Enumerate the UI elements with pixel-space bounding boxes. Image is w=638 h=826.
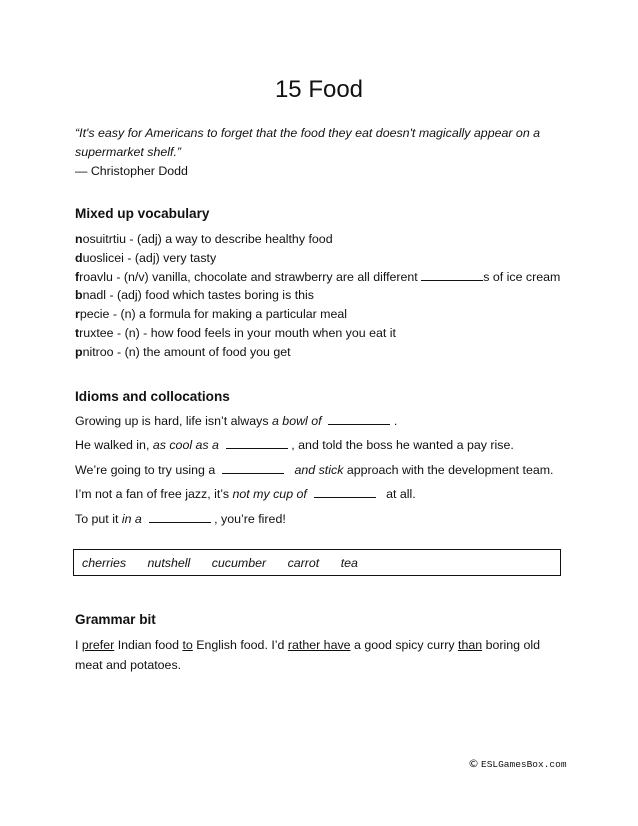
answer-blank[interactable] xyxy=(149,510,211,523)
footer-site: ESLGamesBox.com xyxy=(481,759,567,770)
idiom-phrase: in a xyxy=(121,511,142,526)
word-bank-item: tea xyxy=(340,556,358,570)
idiom-text-end: approach with the development team. xyxy=(343,462,554,477)
vocab-item xyxy=(75,230,575,249)
idioms-heading: Idioms and collocations xyxy=(75,389,230,404)
vocab-definition: roavlu - (n/v) vanilla, chocolate and strawberry are all different xyxy=(79,269,422,284)
word-bank-item: nutshell xyxy=(147,556,191,570)
vocab-heading: Mixed up vocabulary xyxy=(75,206,210,221)
vocab-item xyxy=(75,324,575,343)
grammar-keyword: prefer xyxy=(81,638,115,652)
idioms-list xyxy=(75,412,595,534)
vocab-definition-end: s of ice cream xyxy=(483,269,561,284)
idiom-phrase: not my cup of xyxy=(232,487,307,502)
idiom-text: To put it xyxy=(75,511,122,526)
word-bank-item: cherries xyxy=(82,556,127,570)
grammar-fragment: a good spicy curry xyxy=(350,638,458,652)
grammar-fragment: I xyxy=(75,638,82,652)
vocab-definition: nitroo - (n) the amount of food you get xyxy=(82,344,291,359)
answer-blank[interactable] xyxy=(421,268,483,281)
grammar-keyword: rather have xyxy=(287,638,351,652)
idiom-text: Growing up is hard, life isn’t always xyxy=(75,414,272,428)
quote-text: “It's easy for Americans to forget that the food they eat doesn't magically appear on a supermarket shelf.” xyxy=(75,126,541,159)
vocab-first-letter: p xyxy=(75,344,83,359)
answer-blank[interactable] xyxy=(222,461,284,474)
idiom-text-end: . xyxy=(390,414,398,428)
quote-author: — Christopher Dodd xyxy=(75,164,188,178)
vocab-list xyxy=(75,230,575,362)
idiom-phrase: as cool as a xyxy=(152,438,219,453)
word-bank-item: carrot xyxy=(287,556,320,570)
idiom-phrase: and stick xyxy=(294,462,344,477)
vocab-definition: nadl - (adj) food which tastes boring is this xyxy=(82,288,314,303)
vocab-first-letter: d xyxy=(75,250,83,265)
vocab-first-letter: f xyxy=(75,269,80,284)
vocab-definition: pecie - (n) a formula for making a particular meal xyxy=(79,307,348,322)
word-bank xyxy=(73,549,561,576)
idiom-text: We’re going to try using a xyxy=(75,462,219,477)
vocab-first-letter: r xyxy=(75,307,80,322)
idiom-text-end: at all. xyxy=(382,487,416,502)
vocab-definition: ruxtee - (n) - how food feels in your mouth when you eat it xyxy=(79,325,396,340)
idiom-text: I’m not a fan of free jazz, it’s xyxy=(75,487,233,502)
vocab-item xyxy=(75,305,575,324)
answer-blank[interactable] xyxy=(226,436,288,449)
idiom-text-end: , you’re fired! xyxy=(210,511,286,526)
idiom-sentence xyxy=(75,461,595,485)
grammar-text xyxy=(75,635,555,675)
grammar-keyword: to xyxy=(182,638,193,652)
vocab-item xyxy=(75,286,575,305)
grammar-fragment: boring old meat and potatoes. xyxy=(75,638,540,672)
idiom-text: He walked in, xyxy=(75,438,153,453)
vocab-first-letter: n xyxy=(75,232,83,246)
vocab-definition: osuitrtiu - (adj) a way to describe healthy food xyxy=(82,232,333,246)
vocab-definition: uoslicei - (adj) very tasty xyxy=(82,250,217,265)
vocab-item xyxy=(75,268,575,287)
answer-blank[interactable] xyxy=(328,412,390,425)
idiom-sentence xyxy=(75,436,595,460)
idiom-sentence xyxy=(75,510,595,534)
footer-credit xyxy=(468,757,567,772)
idiom-text-end: , and told the boss he wanted a pay rise. xyxy=(287,438,514,453)
grammar-fragment: Indian food xyxy=(114,638,183,652)
grammar-keyword: than xyxy=(458,638,483,652)
vocab-first-letter: b xyxy=(75,288,83,303)
copyright-icon: © xyxy=(468,757,479,770)
answer-blank[interactable] xyxy=(314,485,376,498)
word-bank-item: cucumber xyxy=(211,556,267,570)
vocab-first-letter: t xyxy=(75,325,80,340)
grammar-heading: Grammar bit xyxy=(75,612,156,627)
idiom-sentence xyxy=(75,412,595,436)
grammar-fragment: English food. I’d xyxy=(192,638,288,652)
idiom-sentence xyxy=(75,485,595,509)
idiom-phrase: a bowl of xyxy=(271,414,322,428)
page-title: 15 Food xyxy=(274,76,364,103)
vocab-item xyxy=(75,343,575,362)
vocab-item xyxy=(75,249,575,268)
